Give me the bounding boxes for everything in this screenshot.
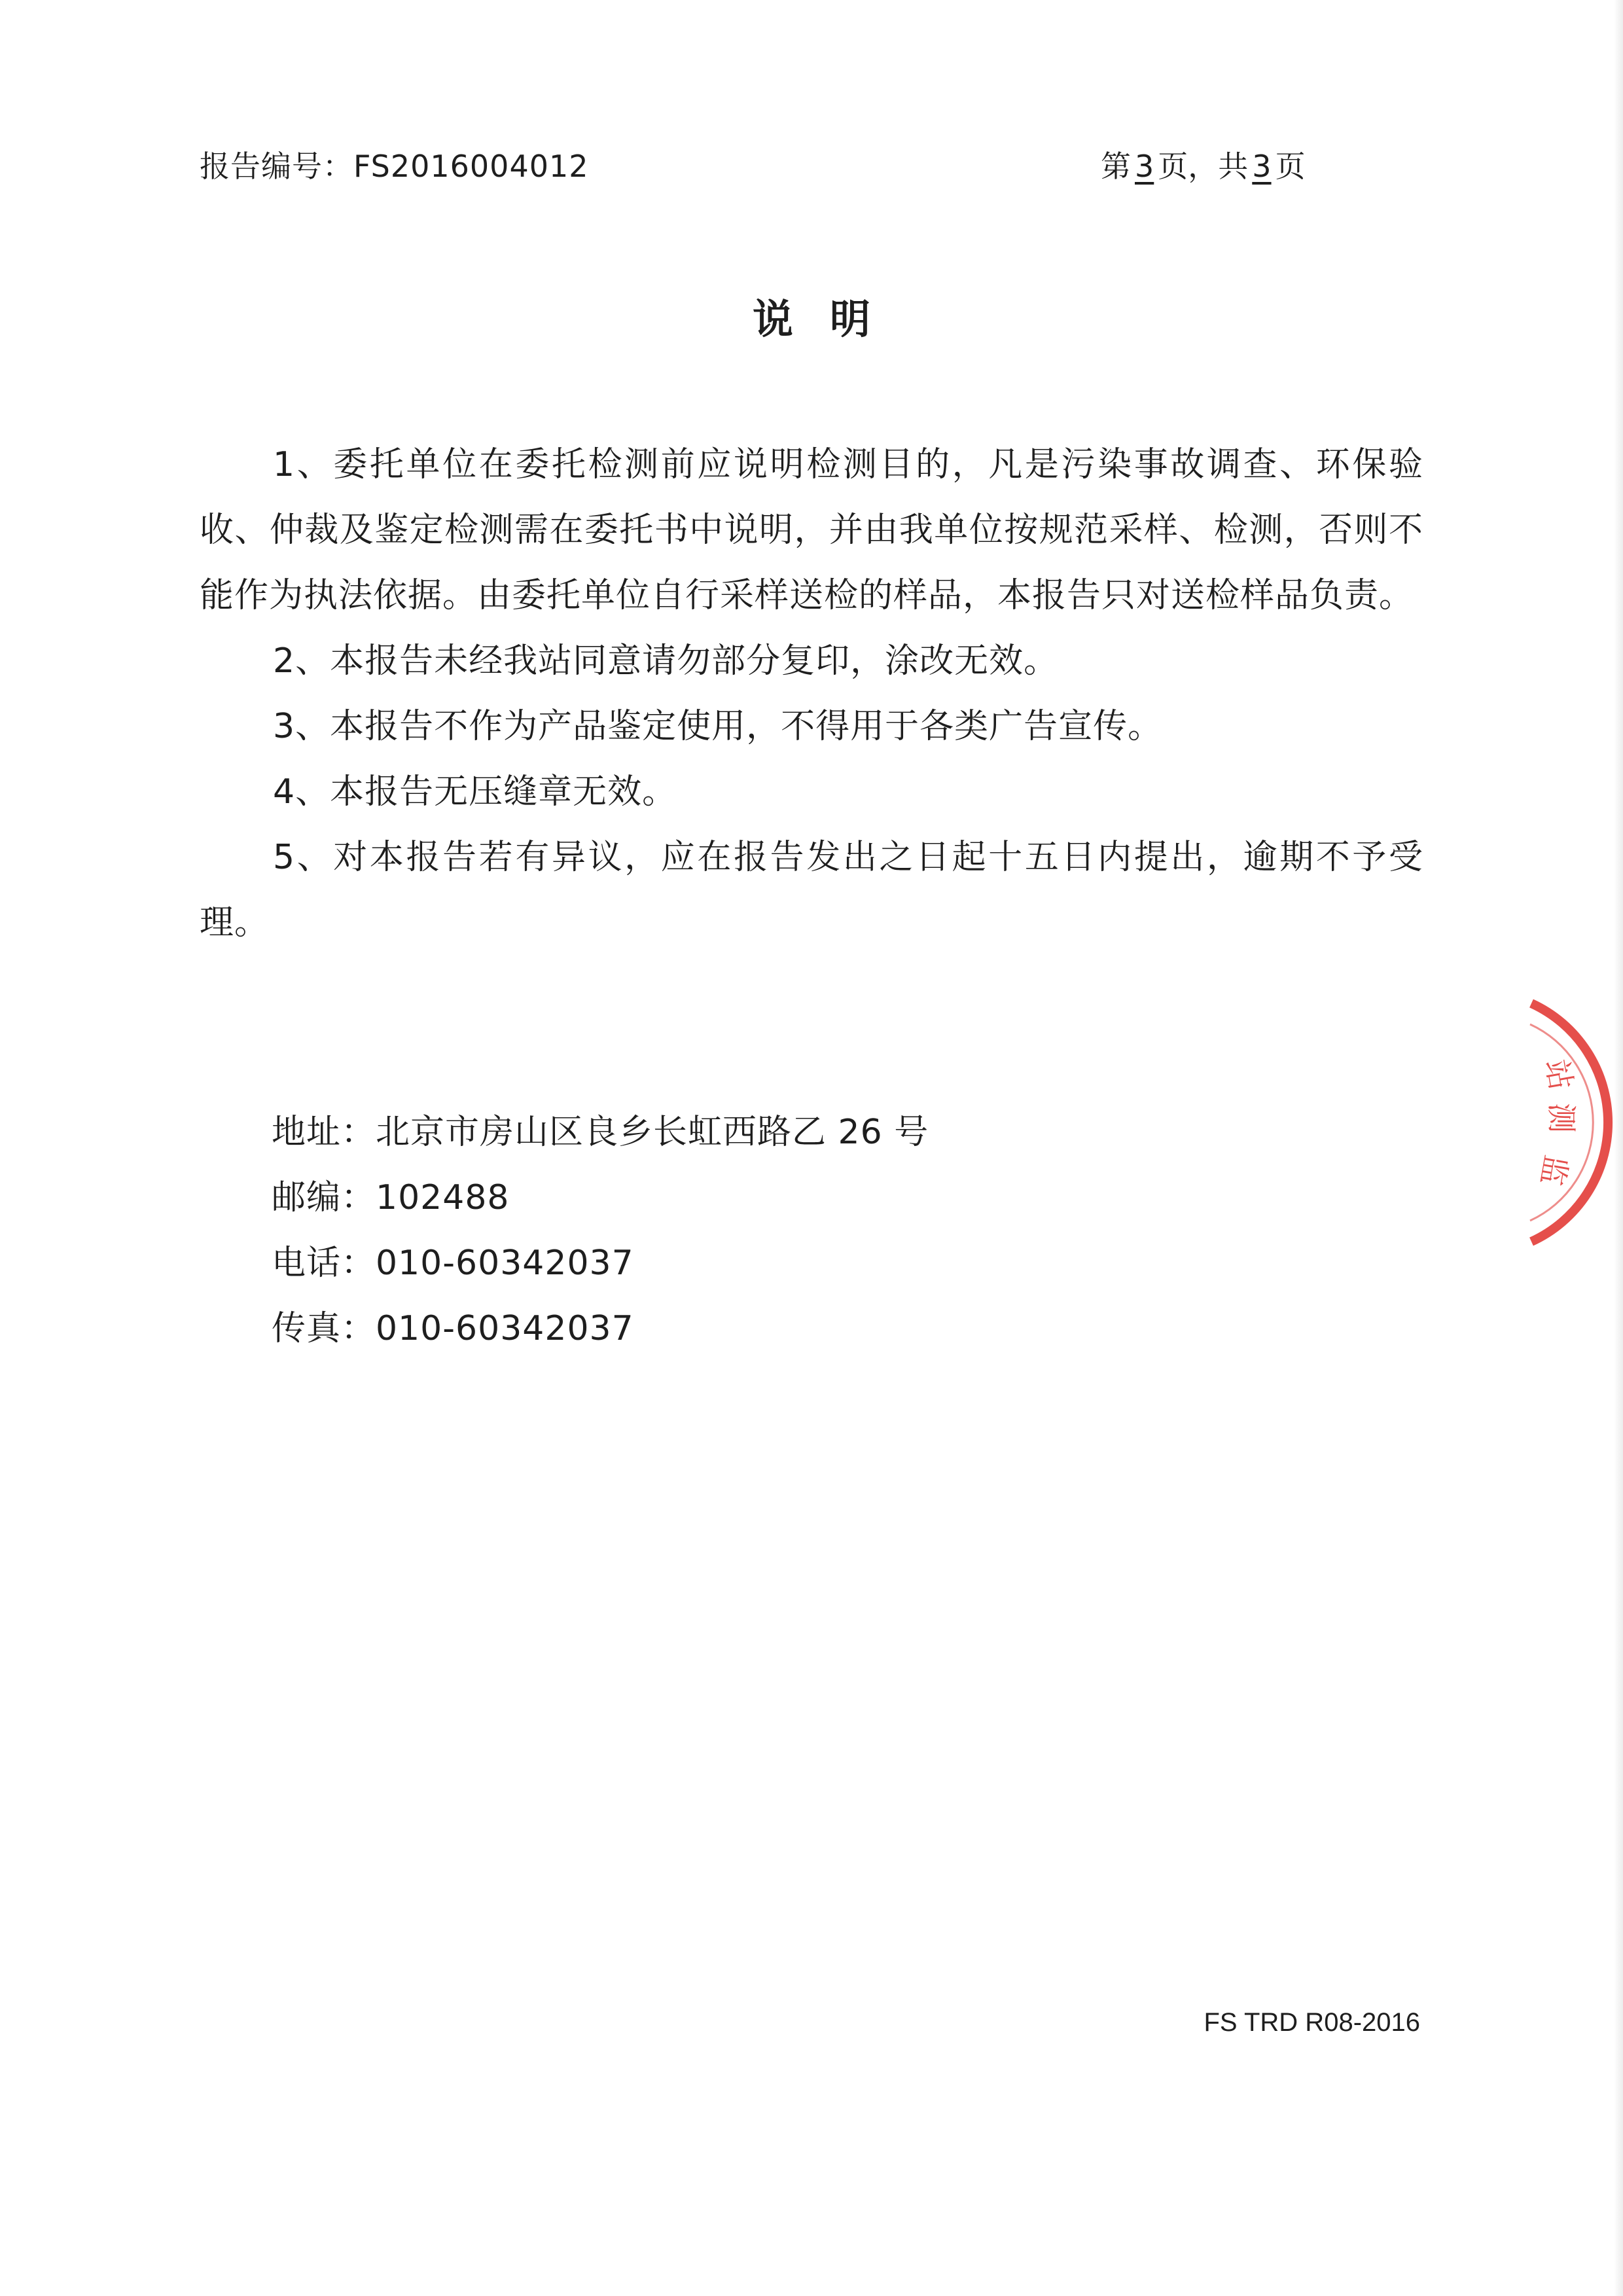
report-number — [200, 143, 589, 186]
postcode-value: 102488 — [376, 1178, 510, 1217]
seal-graphic — [1505, 998, 1623, 1247]
note-item: 5、对本报告若有异议，应在报告发出之日起十五日内提出，逾期不予受理。 — [200, 838, 1423, 942]
address-label: 地址： — [272, 1113, 376, 1152]
page-suffix: 页 — [1275, 149, 1306, 184]
note-item: 3、本报告不作为产品鉴定使用，不得用于各类广告宣传。 — [273, 707, 1163, 746]
phone-value: 010-60342037 — [376, 1244, 634, 1283]
form-code: FS TRD R08-2016 — [1204, 2008, 1420, 2037]
postcode-label: 邮编： — [272, 1178, 376, 1217]
page-middle: 页，共 — [1158, 149, 1249, 184]
page-indicator — [1101, 143, 1306, 186]
phone-row — [272, 1230, 929, 1296]
note-item: 1、委托单位在委托检测前应说明检测目的，凡是污染事故调查、环保验收、仲裁及鉴定检测需在委托书中说明，并由我单位按规范采样、检测，否则不能作为执法依据。由委托单位自行采样送检的样品，本报告只对送检样品负责。 — [200, 445, 1423, 615]
postcode-row — [272, 1165, 929, 1230]
phone-label: 电话： — [272, 1244, 376, 1283]
page-title: 说明 — [752, 295, 907, 343]
address-row — [272, 1100, 929, 1165]
report-number-value: FS2016004012 — [353, 149, 589, 184]
fax-row — [272, 1296, 929, 1361]
notes-list — [200, 432, 1423, 956]
report-number-label: 报告编号： — [200, 149, 353, 184]
address-value: 北京市房山区良乡长虹西路乙 26 号 — [376, 1113, 929, 1152]
page-total: 3 — [1252, 149, 1272, 184]
fax-label: 传真： — [272, 1309, 376, 1348]
page-prefix: 第 — [1101, 149, 1131, 184]
seal-char: 测 — [1544, 1103, 1579, 1133]
seal-char: 监 — [1534, 1152, 1575, 1189]
note-item: 2、本报告未经我站同意请勿部分复印，涂改无效。 — [273, 641, 1059, 681]
fax-value: 010-60342037 — [376, 1309, 634, 1348]
red-seal-stamp — [1505, 998, 1623, 1247]
page-current: 3 — [1135, 149, 1154, 184]
seal-char: 站 — [1539, 1056, 1579, 1093]
contact-block — [272, 1100, 929, 1361]
note-item: 4、本报告无压缝章无效。 — [273, 772, 677, 812]
